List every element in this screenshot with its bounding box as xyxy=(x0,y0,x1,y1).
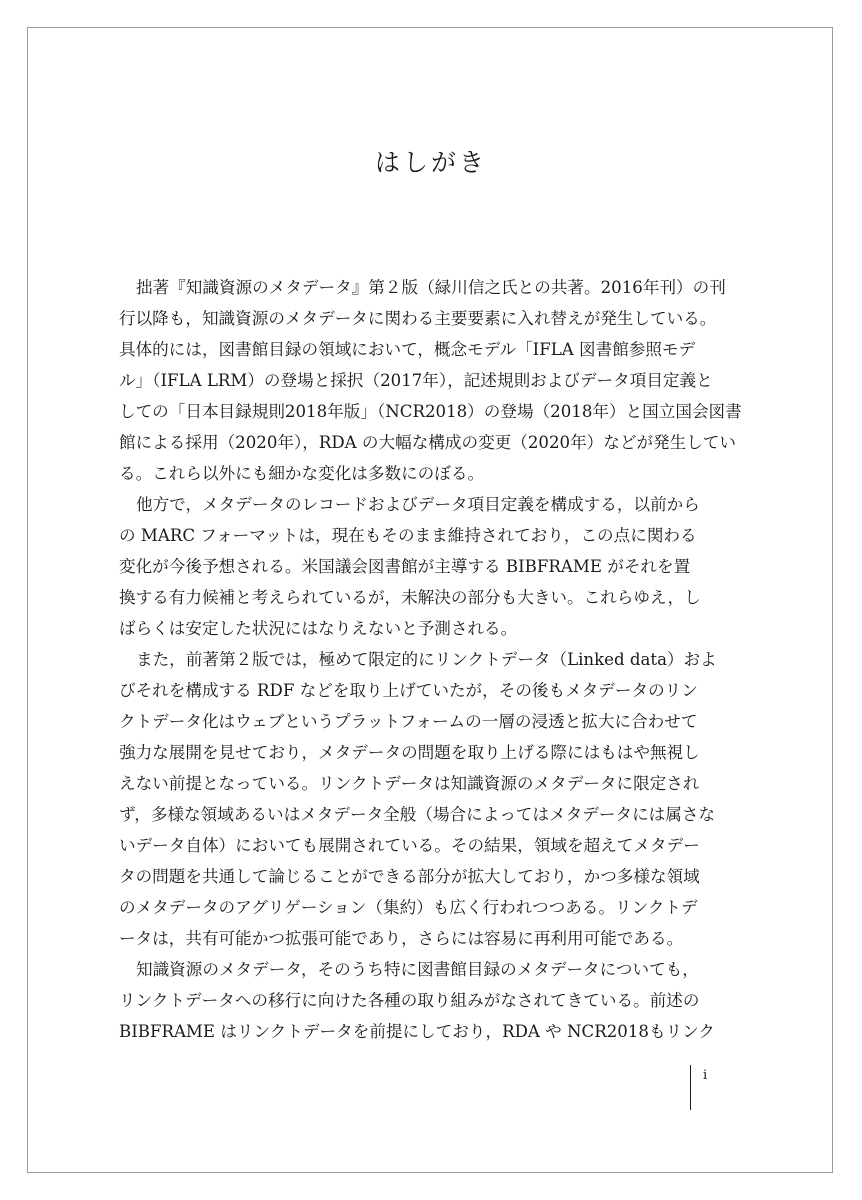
paragraph-3-line: のメタデータのアグリゲーション（集約）も広く行われつつある。リンクトデ xyxy=(119,898,698,917)
paragraph-3-line: ータは，共有可能かつ拡張可能であり，さらには容易に再利用可能である。 xyxy=(119,929,684,948)
paragraph-4-line: 知識資源のメタデータ，そのうち特に図書館目録のメタデータについても， xyxy=(136,960,699,979)
paragraph-2-line: 換する有力候補と考えられているが，未解決の部分も大きい。これらゆえ，し xyxy=(119,588,701,607)
page-title: はしがき xyxy=(374,148,487,177)
paragraph-2-line: 変化が今後予想される。米国議会図書館が主導する BIBFRAME がそれを置 xyxy=(119,557,691,576)
page-number: i xyxy=(703,1068,708,1083)
paragraph-4-line: BIBFRAME はリンクトデータを前提にしており，RDA や NCR2018もリンク xyxy=(119,1022,715,1041)
paragraph-1-line: 館による採用（2020年），RDA の大幅な構成の変更（2020年）などが発生してい xyxy=(119,433,737,452)
paragraph-3-line: びそれを構成する RDF などを取り上げていたが，その後もメタデータのリン xyxy=(119,681,698,700)
paragraph-2-line: ばらくは安定した状況にはなりえないと予測される。 xyxy=(119,619,518,638)
paragraph-2-line: 他方で，メタデータのレコードおよびデータ項目定義を構成する，以前から xyxy=(136,495,700,514)
page-number-rule xyxy=(690,1065,691,1110)
paragraph-1-line: ル」（IFLA LRM）の登場と採択（2017年），記述規則およびデータ項目定義と xyxy=(119,371,713,390)
paragraph-3-line: えない前提となっている。リンクトデータは知識資源のメタデータに限定され xyxy=(119,774,700,793)
paragraph-3-line: いデータ自体）においても展開されている。その結果，領域を超えてメタデー xyxy=(119,836,700,855)
paragraph-1-line: 拙著『知識資源のメタデータ』第２版（緑川信之氏との共著。2016年刊）の刊 xyxy=(136,278,726,297)
paragraph-4-line: リンクトデータへの移行に向けた各種の取り組みがなされてきている。前述の xyxy=(119,991,700,1010)
body-text xyxy=(119,272,745,1047)
paragraph-1-line: る。これら以外にも細かな変化は多数にのぼる。 xyxy=(119,464,485,483)
paragraph-3-line: また，前著第２版では，極めて限定的にリンクトデータ（Linked data）およ xyxy=(136,650,717,669)
paragraph-1-line: しての「日本目録規則2018年版」（NCR2018）の登場（2018年）と国立国会図書 xyxy=(119,402,742,421)
paragraph-1-line: 行以降も，知識資源のメタデータに関わる主要要素に入れ替えが発生している。 xyxy=(119,309,717,328)
paragraph-1-line: 具体的には，図書館目録の領域において，概念モデル「IFLA 図書館参照モデ xyxy=(119,340,696,359)
paragraph-3-line: タの問題を共通して論じることができる部分が拡大しており，かつ多様な領域 xyxy=(119,867,700,886)
paragraph-3-line: クトデータ化はウェブというプラットフォームの一層の浸透と拡大に合わせて xyxy=(119,712,698,731)
paragraph-3-line: ず，多様な領域あるいはメタデータ全般（場合によってはメタデータには属さな xyxy=(119,805,716,824)
paragraph-2-line: の MARC フォーマットは，現在もそのまま維持されており，この点に関わる xyxy=(119,526,697,545)
paragraph-3-line: 強力な展開を見せており，メタデータの問題を取り上げる際にはもはや無視し xyxy=(119,743,700,762)
